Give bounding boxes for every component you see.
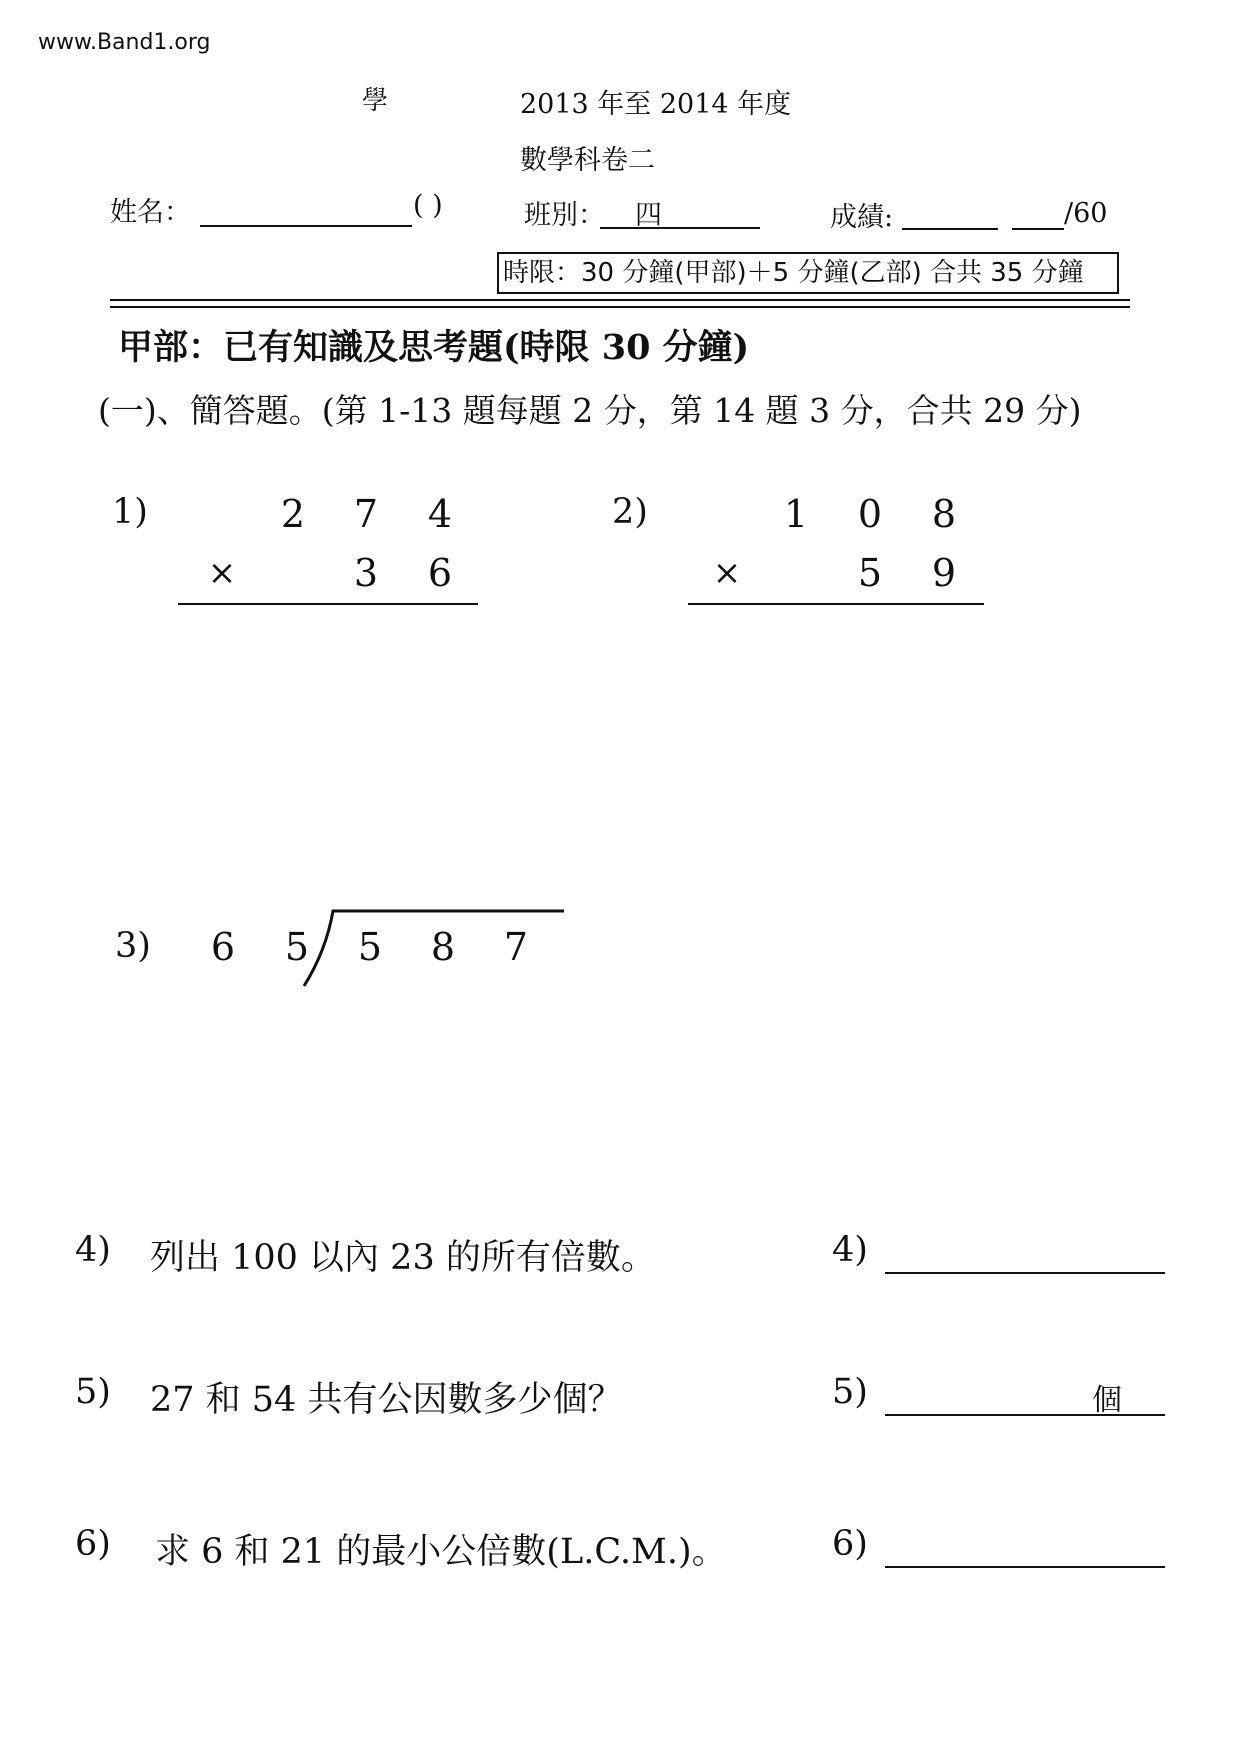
school-name: 學 bbox=[362, 86, 389, 116]
class-field[interactable] bbox=[600, 227, 760, 229]
q3-dividend-digit: 8 bbox=[430, 925, 456, 969]
q3-divisor-digit: 6 bbox=[210, 925, 236, 969]
site-watermark: www.Band1.org bbox=[38, 30, 211, 55]
q1-number: 1) bbox=[112, 492, 148, 532]
score-total: /60 bbox=[1064, 198, 1108, 229]
name-label: 姓名： bbox=[110, 197, 191, 228]
q5-text: 27 和 54 共有公因數多少個？ bbox=[150, 1380, 623, 1420]
q2-top-digit: 8 bbox=[931, 492, 957, 536]
score-field-2[interactable] bbox=[1012, 228, 1064, 230]
q6-answer-number: 6) bbox=[832, 1524, 868, 1564]
section-title: 甲部：已有知識及思考題(時限 30 分鐘) bbox=[118, 327, 750, 368]
q6-number: 6) bbox=[75, 1524, 111, 1564]
q6-text: 求 6 和 21 的最小公倍數(L.C.M.)。 bbox=[155, 1532, 727, 1572]
q1-top-digit: 7 bbox=[353, 492, 379, 536]
q6-answer-field[interactable] bbox=[885, 1566, 1165, 1568]
class-value: 四 bbox=[635, 200, 662, 231]
q2-multiply-sign: × bbox=[712, 553, 742, 593]
q4-number: 4) bbox=[75, 1230, 111, 1270]
header-divider-top bbox=[110, 299, 1130, 301]
paper-title: 數學科卷二 bbox=[520, 145, 655, 176]
q3-dividend-digit: 5 bbox=[357, 925, 383, 969]
q3-number: 3) bbox=[115, 926, 151, 966]
q3-divisor-digit: 5 bbox=[284, 925, 310, 969]
section-subtitle: (一)、簡答題。(第 1-13 題每題 2 分，第 14 題 3 分，合共 29 分) bbox=[98, 391, 1082, 430]
q1-top-digit: 2 bbox=[280, 492, 306, 536]
q2-bottom-digit: 5 bbox=[857, 551, 883, 595]
q5-answer-number: 5) bbox=[832, 1372, 868, 1412]
q2-top-digit: 1 bbox=[783, 492, 809, 536]
q1-answer-rule bbox=[178, 603, 478, 605]
header-divider-bottom bbox=[110, 306, 1130, 308]
q1-multiply-sign: × bbox=[207, 553, 237, 593]
q3-dividend-digit: 7 bbox=[503, 925, 529, 969]
q2-number: 2) bbox=[612, 492, 648, 532]
q2-answer-rule bbox=[688, 603, 984, 605]
score-label: 成績: bbox=[830, 202, 894, 233]
class-label: 班別： bbox=[524, 200, 605, 231]
q4-answer-number: 4) bbox=[832, 1230, 868, 1270]
q4-text: 列出 100 以內 23 的所有倍數。 bbox=[150, 1238, 656, 1278]
q2-bottom-digit: 9 bbox=[931, 551, 957, 595]
q5-answer-field[interactable] bbox=[885, 1414, 1165, 1416]
q1-top-digit: 4 bbox=[427, 492, 453, 536]
q5-number: 5) bbox=[75, 1372, 111, 1412]
class-number-paren: ( ) bbox=[413, 190, 443, 221]
score-field[interactable] bbox=[902, 228, 998, 230]
q1-bottom-digit: 3 bbox=[353, 551, 379, 595]
q4-answer-field[interactable] bbox=[885, 1272, 1165, 1274]
time-limit-box: 時限：30 分鐘(甲部)＋5 分鐘(乙部) 合共 35 分鐘 bbox=[497, 252, 1119, 294]
q2-top-digit: 0 bbox=[857, 492, 883, 536]
name-field[interactable] bbox=[200, 225, 412, 227]
q5-unit: 個 bbox=[1092, 1383, 1122, 1418]
school-year: 2013 年至 2014 年度 bbox=[520, 89, 792, 120]
q1-bottom-digit: 6 bbox=[427, 551, 453, 595]
